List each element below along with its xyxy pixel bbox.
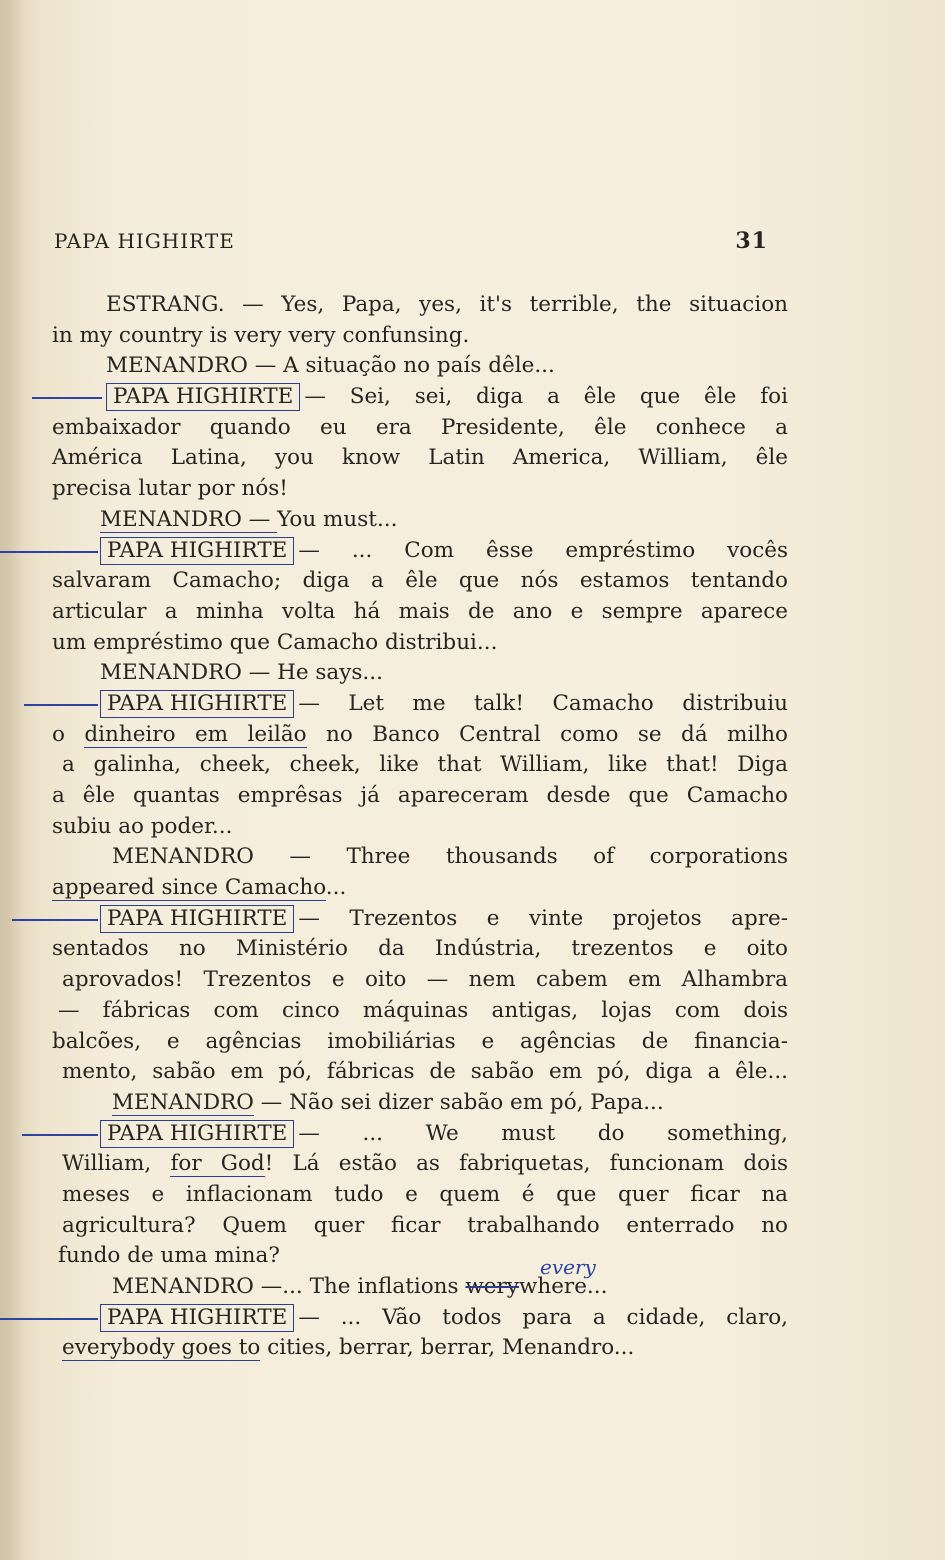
text-line: um empréstimo que Camacho distribui... — [52, 629, 498, 655]
speaker-line: PAPA HIGHIRTE — Trezentos e vinte projetos apre- — [52, 904, 788, 935]
text-line: MENANDRO — You must... — [100, 506, 398, 532]
boxed-speaker: PAPA HIGHIRTE — [100, 537, 294, 565]
running-title: PAPA HIGHIRTE — [54, 229, 235, 253]
pencil-mark — [0, 1318, 98, 1320]
text-line: agricultura? Quem quer ficar trabalhando enterrado no — [62, 1212, 788, 1238]
text-line: a êle quantas emprêsas já apareceram desde que Camacho — [52, 783, 788, 808]
boxed-speaker: PAPA HIGHIRTE — [100, 1120, 294, 1148]
speaker-line: PAPA HIGHIRTE — ... Vão todos para a cidade, claro, — [52, 1303, 788, 1334]
text-line: precisa lutar por nós! — [52, 476, 288, 502]
text-line: MENANDRO — Three thousands of corporations — [112, 844, 788, 870]
text-line: in my country is very very confunsing. — [52, 322, 470, 348]
text-line: mento, sabão em pó, fábricas de sabão em pó, diga a êle... — [62, 1059, 788, 1085]
speaker-line: PAPA HIGHIRTE — ... We must do something, — [52, 1119, 788, 1150]
text-line: sentados no Ministério da Indústria, trezentos e oito — [52, 936, 788, 962]
pencil-mark — [22, 1134, 98, 1136]
speaker-line: PAPA HIGHIRTE — Let me talk! Camacho distribuiu — [52, 689, 788, 720]
pencil-mark — [12, 919, 98, 921]
pencil-mark — [24, 704, 98, 706]
text-line: appeared since Camacho... — [52, 875, 347, 901]
speaker-line: PAPA HIGHIRTE — Sei, sei, diga a êle que êle foi — [52, 382, 788, 413]
boxed-speaker: PAPA HIGHIRTE — [100, 1304, 294, 1332]
text-line: embaixador quando eu era Presidente, êle conhece a — [52, 414, 788, 440]
text-line: everybody goes to cities, berrar, berrar, Menandro... — [62, 1335, 635, 1361]
boxed-speaker: PAPA HIGHIRTE — [100, 690, 294, 718]
gutter-shadow — [0, 0, 22, 1560]
text-line: MENANDRO —... The inflations werywhere... every — [52, 1272, 788, 1303]
text-line: o dinheiro em leilão no Banco Central como se dá milho — [52, 721, 788, 747]
text-line: articular a minha volta há mais de ano e sempre aparece — [52, 598, 788, 624]
text-line: — fábricas com cinco máquinas antigas, lojas com dois — [58, 997, 788, 1023]
running-header — [54, 226, 768, 256]
text-line: subiu ao poder... — [52, 813, 233, 839]
pencil-mark — [32, 397, 102, 399]
text-line: aprovados! Trezentos e oito — nem cabem em Alhambra — [62, 967, 788, 993]
handwritten-correction: every — [540, 1255, 596, 1279]
text-line: MENANDRO — A situação no país dêle... — [106, 353, 555, 379]
text-line: ESTRANG. — Yes, Papa, yes, it's terrible, the situacion — [106, 292, 788, 317]
text-line: salvaram Camacho; diga a êle que nós estamos tentando — [52, 568, 788, 594]
text-line: América Latina, you know Latin America, William, êle — [52, 445, 788, 471]
page-number: 31 — [735, 228, 768, 254]
boxed-speaker: PAPA HIGHIRTE — [100, 905, 294, 933]
text-line: meses e inflacionam tudo e quem é que quer ficar na — [62, 1181, 788, 1207]
text-line: MENANDRO — Não sei dizer sabão em pó, Papa... — [112, 1089, 664, 1115]
page-text — [52, 290, 788, 1364]
text-line: fundo de uma mina? — [58, 1243, 280, 1269]
text-line: MENANDRO — He says... — [100, 660, 383, 686]
text-line: balcões, e agências imobiliárias e agências de financia- — [52, 1028, 788, 1054]
text-line: William, for God! Lá estão as fabriquetas, funcionam dois — [62, 1151, 788, 1177]
boxed-speaker: PAPA HIGHIRTE — [106, 383, 300, 411]
pencil-mark — [0, 551, 98, 553]
speaker-line: PAPA HIGHIRTE — ... Com êsse empréstimo vocês — [52, 536, 788, 567]
text-line: a galinha, cheek, cheek, like that William, like that! Diga — [62, 752, 788, 778]
